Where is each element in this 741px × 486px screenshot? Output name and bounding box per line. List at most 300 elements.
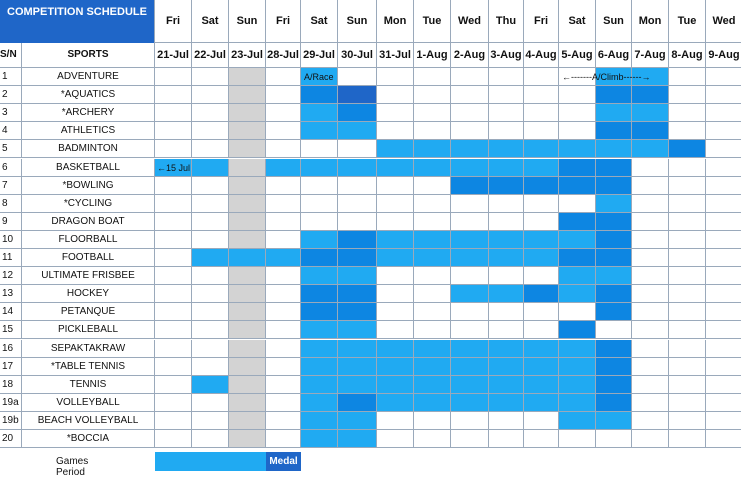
- schedule-cell: [301, 231, 338, 249]
- sport-name: ADVENTURE: [22, 68, 155, 86]
- schedule-cell: [414, 430, 451, 448]
- schedule-cell: [155, 68, 192, 86]
- schedule-cell: [414, 177, 451, 195]
- schedule-cell: [377, 231, 414, 249]
- schedule-cell: [632, 358, 669, 376]
- schedule-cell: [301, 358, 338, 376]
- schedule-title: COMPETITION SCHEDULE: [0, 0, 155, 43]
- schedule-cell: [414, 68, 451, 86]
- schedule-cell: [155, 340, 192, 358]
- schedule-cell: [229, 231, 266, 249]
- schedule-cell: [632, 122, 669, 140]
- schedule-cell: [414, 412, 451, 430]
- schedule-cell: [489, 321, 524, 339]
- schedule-cell: [155, 376, 192, 394]
- schedule-cell: [414, 140, 451, 158]
- schedule-cell: [338, 140, 377, 158]
- day-name: Sat: [559, 0, 596, 43]
- schedule-cell: [596, 321, 632, 339]
- schedule-cell: [489, 303, 524, 321]
- schedule-cell: [706, 213, 741, 231]
- row-sn: 14: [0, 303, 22, 321]
- schedule-cell: [706, 231, 741, 249]
- sport-name: *ARCHERY: [22, 104, 155, 122]
- schedule-cell: [377, 376, 414, 394]
- schedule-cell: [266, 321, 301, 339]
- schedule-cell: [266, 412, 301, 430]
- schedule-cell: [338, 394, 377, 412]
- schedule-cell: [301, 285, 338, 303]
- schedule-cell: [451, 285, 489, 303]
- day-name: Mon: [632, 0, 669, 43]
- schedule-cell: [524, 358, 559, 376]
- row-sn: 6: [0, 159, 22, 177]
- schedule-cell: [596, 285, 632, 303]
- schedule-cell: [338, 412, 377, 430]
- schedule-cell: [229, 159, 266, 177]
- schedule-cell: [632, 430, 669, 448]
- schedule-cell: [229, 213, 266, 231]
- schedule-cell: [451, 376, 489, 394]
- schedule-cell: [229, 376, 266, 394]
- day-name: Mon: [377, 0, 414, 43]
- schedule-cell: [266, 195, 301, 213]
- schedule-cell: [596, 177, 632, 195]
- schedule-cell: [559, 321, 596, 339]
- schedule-cell: [301, 159, 338, 177]
- schedule-cell: [451, 122, 489, 140]
- schedule-cell: [301, 195, 338, 213]
- schedule-cell: [632, 213, 669, 231]
- schedule-cell: [524, 394, 559, 412]
- schedule-cell: [192, 430, 229, 448]
- schedule-cell: [266, 177, 301, 195]
- schedule-cell: [192, 394, 229, 412]
- schedule-cell: [559, 213, 596, 231]
- schedule-cell: [266, 122, 301, 140]
- schedule-cell: [155, 231, 192, 249]
- schedule-cell: [155, 104, 192, 122]
- schedule-cell: [192, 412, 229, 430]
- schedule-cell: [155, 303, 192, 321]
- schedule-cell: [632, 267, 669, 285]
- schedule-cell: [338, 104, 377, 122]
- day-name: Wed: [451, 0, 489, 43]
- sport-name: BASKETBALL: [22, 159, 155, 177]
- schedule-cell: [266, 340, 301, 358]
- schedule-cell: [489, 68, 524, 86]
- schedule-cell: [669, 159, 706, 177]
- schedule-cell: [377, 122, 414, 140]
- schedule-cell: [489, 159, 524, 177]
- schedule-cell: [192, 231, 229, 249]
- schedule-cell: [669, 213, 706, 231]
- schedule-cell: [559, 430, 596, 448]
- schedule-cell: [301, 394, 338, 412]
- schedule-cell: [301, 104, 338, 122]
- day-name: Sun: [596, 0, 632, 43]
- schedule-cell: [489, 340, 524, 358]
- schedule-cell: [414, 285, 451, 303]
- sport-name: DRAGON BOAT: [22, 213, 155, 231]
- schedule-cell: [192, 358, 229, 376]
- schedule-cell: [669, 412, 706, 430]
- schedule-cell: [451, 267, 489, 285]
- schedule-cell: [414, 376, 451, 394]
- schedule-cell: [192, 122, 229, 140]
- schedule-cell: [414, 303, 451, 321]
- schedule-cell: [338, 177, 377, 195]
- schedule-cell: [266, 159, 301, 177]
- schedule-cell: [192, 321, 229, 339]
- sport-name: VOLLEYBALL: [22, 394, 155, 412]
- schedule-cell: [266, 376, 301, 394]
- schedule-cell: [377, 394, 414, 412]
- row-sn: 20: [0, 430, 22, 448]
- schedule-cell: [524, 231, 559, 249]
- schedule-cell: [596, 104, 632, 122]
- schedule-cell: [706, 321, 741, 339]
- schedule-cell: [706, 68, 741, 86]
- schedule-cell: [229, 249, 266, 267]
- schedule-cell: [559, 267, 596, 285]
- schedule-cell: [489, 394, 524, 412]
- schedule-cell: [377, 140, 414, 158]
- schedule-cell: [489, 267, 524, 285]
- schedule-cell: [669, 140, 706, 158]
- schedule-cell: [451, 213, 489, 231]
- schedule-cell: [338, 159, 377, 177]
- schedule-cell: [192, 195, 229, 213]
- schedule-cell: [301, 412, 338, 430]
- basketball-start-annotation: ←15 Jul: [157, 162, 191, 173]
- schedule-cell: [524, 177, 559, 195]
- row-sn: 18: [0, 376, 22, 394]
- schedule-cell: [489, 195, 524, 213]
- schedule-cell: [301, 122, 338, 140]
- sport-name: ATHLETICS: [22, 122, 155, 140]
- schedule-cell: [377, 303, 414, 321]
- schedule-cell: [229, 104, 266, 122]
- schedule-cell: [632, 177, 669, 195]
- schedule-cell: [596, 122, 632, 140]
- day-date: 4-Aug: [524, 43, 559, 68]
- schedule-cell: [669, 195, 706, 213]
- day-name: Sun: [338, 0, 377, 43]
- schedule-cell: [669, 376, 706, 394]
- schedule-cell: [559, 122, 596, 140]
- schedule-cell: [489, 285, 524, 303]
- schedule-cell: [524, 376, 559, 394]
- sport-name: HOCKEY: [22, 285, 155, 303]
- schedule-cell: [596, 195, 632, 213]
- schedule-cell: [706, 159, 741, 177]
- schedule-cell: [192, 285, 229, 303]
- schedule-cell: [377, 86, 414, 104]
- sport-name: FOOTBALL: [22, 249, 155, 267]
- sport-name: *TABLE TENNIS: [22, 358, 155, 376]
- schedule-cell: [192, 140, 229, 158]
- sport-name: PICKLEBALL: [22, 321, 155, 339]
- schedule-cell: [632, 104, 669, 122]
- schedule-cell: [377, 321, 414, 339]
- sport-name: TENNIS: [22, 376, 155, 394]
- schedule-cell: [414, 213, 451, 231]
- schedule-cell: [489, 177, 524, 195]
- schedule-cell: [559, 394, 596, 412]
- schedule-cell: [301, 267, 338, 285]
- schedule-cell: [266, 394, 301, 412]
- schedule-cell: [706, 412, 741, 430]
- schedule-cell: [377, 267, 414, 285]
- schedule-cell: [338, 195, 377, 213]
- schedule-cell: [377, 249, 414, 267]
- schedule-cell: [414, 122, 451, 140]
- schedule-cell: [192, 249, 229, 267]
- day-name: Sat: [301, 0, 338, 43]
- schedule-cell: [706, 340, 741, 358]
- schedule-cell: [155, 122, 192, 140]
- schedule-cell: [414, 104, 451, 122]
- schedule-cell: [229, 321, 266, 339]
- day-name: Sun: [229, 0, 266, 43]
- schedule-cell: [414, 267, 451, 285]
- schedule-cell: [192, 104, 229, 122]
- schedule-cell: [669, 394, 706, 412]
- schedule-cell: [377, 358, 414, 376]
- sport-name: BADMINTON: [22, 140, 155, 158]
- day-date: 21-Jul: [155, 43, 192, 68]
- schedule-cell: [706, 303, 741, 321]
- schedule-cell: [706, 394, 741, 412]
- schedule-cell: [451, 231, 489, 249]
- schedule-cell: [524, 213, 559, 231]
- schedule-cell: [377, 412, 414, 430]
- schedule-cell: [451, 140, 489, 158]
- schedule-cell: [559, 376, 596, 394]
- schedule-cell: [669, 321, 706, 339]
- schedule-cell: [524, 68, 559, 86]
- schedule-cell: [377, 104, 414, 122]
- day-date: 1-Aug: [414, 43, 451, 68]
- schedule-cell: [669, 358, 706, 376]
- schedule-cell: [669, 86, 706, 104]
- schedule-cell: [229, 285, 266, 303]
- schedule-cell: [524, 122, 559, 140]
- schedule-cell: [414, 231, 451, 249]
- schedule-cell: [489, 412, 524, 430]
- row-sn: 5: [0, 140, 22, 158]
- day-name: Fri: [524, 0, 559, 43]
- schedule-cell: [632, 231, 669, 249]
- schedule-cell: [338, 231, 377, 249]
- schedule-cell: [559, 140, 596, 158]
- header-sports: SPORTS: [22, 43, 155, 68]
- schedule-cell: [338, 285, 377, 303]
- sport-name: ULTIMATE FRISBEE: [22, 267, 155, 285]
- schedule-cell: [632, 86, 669, 104]
- day-name: Fri: [155, 0, 192, 43]
- schedule-cell: [524, 249, 559, 267]
- medal-period-bar: Medal: [266, 452, 301, 471]
- schedule-cell: [706, 267, 741, 285]
- schedule-cell: [596, 394, 632, 412]
- schedule-cell: [669, 104, 706, 122]
- schedule-cell: [451, 394, 489, 412]
- schedule-cell: [266, 303, 301, 321]
- schedule-cell: [229, 86, 266, 104]
- day-date: 22-Jul: [192, 43, 229, 68]
- day-date: 28-Jul: [266, 43, 301, 68]
- schedule-cell: [155, 140, 192, 158]
- schedule-cell: [301, 376, 338, 394]
- schedule-cell: [229, 303, 266, 321]
- day-date: 2-Aug: [451, 43, 489, 68]
- schedule-cell: [377, 159, 414, 177]
- schedule-cell: [192, 177, 229, 195]
- row-sn: 15: [0, 321, 22, 339]
- row-sn: 19b: [0, 412, 22, 430]
- sport-name: *CYCLING: [22, 195, 155, 213]
- schedule-cell: [229, 340, 266, 358]
- schedule-cell: [669, 285, 706, 303]
- schedule-cell: [489, 86, 524, 104]
- schedule-cell: [338, 358, 377, 376]
- schedule-cell: [155, 285, 192, 303]
- schedule-cell: [377, 340, 414, 358]
- schedule-cell: [414, 394, 451, 412]
- schedule-cell: [301, 321, 338, 339]
- schedule-cell: [489, 213, 524, 231]
- schedule-cell: [301, 213, 338, 231]
- schedule-cell: [338, 430, 377, 448]
- schedule-cell: [706, 177, 741, 195]
- day-date: 6-Aug: [596, 43, 632, 68]
- schedule-cell: [155, 213, 192, 231]
- sport-name: PETANQUE: [22, 303, 155, 321]
- schedule-cell: [192, 68, 229, 86]
- schedule-cell: [229, 412, 266, 430]
- row-sn: 10: [0, 231, 22, 249]
- schedule-cell: [155, 249, 192, 267]
- day-date: 8-Aug: [669, 43, 706, 68]
- schedule-cell: [596, 430, 632, 448]
- day-date: 7-Aug: [632, 43, 669, 68]
- row-sn: 17: [0, 358, 22, 376]
- schedule-cell: [632, 394, 669, 412]
- schedule-cell: [451, 104, 489, 122]
- schedule-cell: [451, 86, 489, 104]
- schedule-cell: [414, 340, 451, 358]
- schedule-cell: [229, 430, 266, 448]
- schedule-cell: [706, 122, 741, 140]
- schedule-cell: [596, 249, 632, 267]
- schedule-cell: [489, 376, 524, 394]
- schedule-cell: [301, 86, 338, 104]
- schedule-cell: [559, 303, 596, 321]
- schedule-cell: [192, 376, 229, 394]
- schedule-cell: [559, 195, 596, 213]
- schedule-cell: [451, 430, 489, 448]
- schedule-cell: [596, 340, 632, 358]
- schedule-cell: [414, 195, 451, 213]
- schedule-cell: [301, 340, 338, 358]
- schedule-cell: [229, 68, 266, 86]
- schedule-cell: [192, 340, 229, 358]
- schedule-cell: [706, 195, 741, 213]
- schedule-cell: [524, 285, 559, 303]
- schedule-cell: [155, 430, 192, 448]
- day-date: 30-Jul: [338, 43, 377, 68]
- schedule-cell: [559, 412, 596, 430]
- schedule-cell: [377, 213, 414, 231]
- schedule-cell: [301, 430, 338, 448]
- schedule-cell: [489, 430, 524, 448]
- row-sn: 12: [0, 267, 22, 285]
- climb-annotation: ←-------A/Climb------→: [562, 72, 651, 82]
- schedule-cell: [266, 285, 301, 303]
- schedule-cell: [338, 340, 377, 358]
- schedule-cell: [596, 303, 632, 321]
- schedule-cell: [559, 231, 596, 249]
- schedule-cell: [669, 68, 706, 86]
- schedule-cell: [192, 303, 229, 321]
- schedule-cell: [706, 376, 741, 394]
- schedule-cell: [669, 231, 706, 249]
- schedule-cell: [706, 285, 741, 303]
- schedule-cell: [377, 430, 414, 448]
- schedule-cell: [524, 267, 559, 285]
- day-date: 3-Aug: [489, 43, 524, 68]
- schedule-cell: [706, 430, 741, 448]
- schedule-cell: [155, 267, 192, 285]
- sport-name: FLOORBALL: [22, 231, 155, 249]
- day-date: 9-Aug: [706, 43, 741, 68]
- schedule-cell: [301, 177, 338, 195]
- schedule-cell: [414, 321, 451, 339]
- schedule-cell: [524, 86, 559, 104]
- schedule-cell: [632, 321, 669, 339]
- schedule-cell: [451, 321, 489, 339]
- schedule-cell: [301, 249, 338, 267]
- schedule-cell: [706, 104, 741, 122]
- schedule-cell: [706, 249, 741, 267]
- schedule-cell: [706, 358, 741, 376]
- schedule-cell: [414, 249, 451, 267]
- schedule-cell: [524, 412, 559, 430]
- schedule-cell: [192, 86, 229, 104]
- schedule-cell: [377, 195, 414, 213]
- schedule-cell: [155, 358, 192, 376]
- schedule-cell: [338, 267, 377, 285]
- schedule-cell: [596, 267, 632, 285]
- schedule-cell: [338, 122, 377, 140]
- schedule-cell: [596, 412, 632, 430]
- schedule-cell: [559, 159, 596, 177]
- schedule-cell: [632, 303, 669, 321]
- schedule-cell: [338, 321, 377, 339]
- schedule-cell: [489, 249, 524, 267]
- games-period-bar: [155, 452, 266, 471]
- schedule-cell: [229, 358, 266, 376]
- row-sn: 9: [0, 213, 22, 231]
- row-sn: 7: [0, 177, 22, 195]
- schedule-cell: [266, 430, 301, 448]
- schedule-cell: [229, 267, 266, 285]
- schedule-cell: [632, 195, 669, 213]
- schedule-cell: [559, 249, 596, 267]
- schedule-cell: [669, 177, 706, 195]
